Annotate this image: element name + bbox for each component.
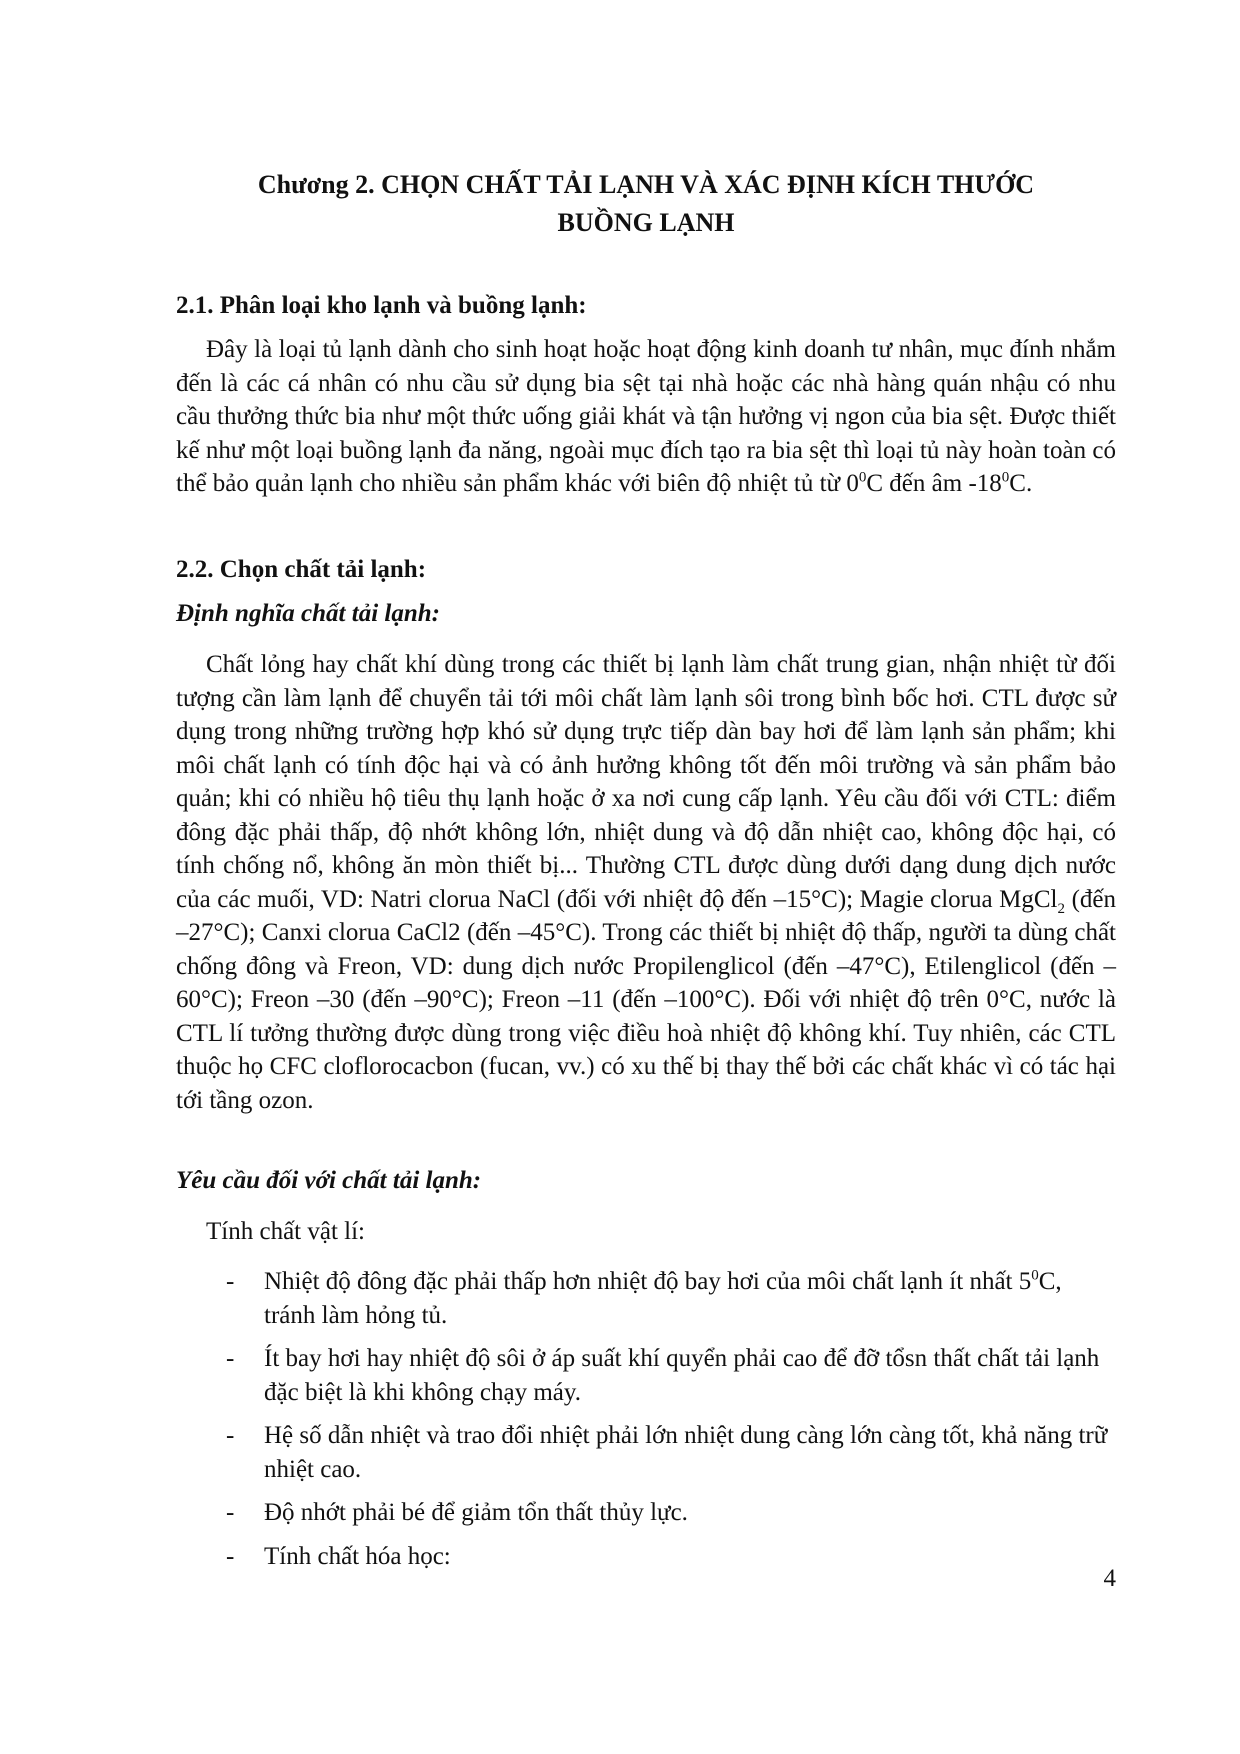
list-dash: - bbox=[226, 1268, 235, 1295]
definition-text-part-2: (đến –27°C); Canxi clorua CaCl2 (đến –45°C). Trong các thiết bị nhiệt độ thấp, người ta dùng chất chống đông và Freon, VD: dung dịch nước Propilenglicol (đến –47°C), Etilenglicol (đến –60°C); Freon –30 (đến –90°C); Freon –11 (đến –100°C). Đối với nhiệt độ trên 0°C, nước là CTL lí tưởng thường được dùng trong việc điều hoà nhiệt độ không khí. Tuy nhiên, các CTL thuộc họ CFC cloflorocacbon (fucan, vv.) có xu thế bị thay thế bởi các chất khác vì có tác hại tới tầng ozon. bbox=[176, 885, 1116, 1114]
list-item-text: Ít bay hơi hay nhiệt độ sôi ở áp suất khí quyển phải cao để đỡ tổsn thất chất tải lạnh đặc biệt là khi không chạy máy. bbox=[264, 1345, 1100, 1406]
list-item-text: Tính chất hóa học: bbox=[264, 1542, 451, 1570]
section-2-2-heading: 2.2. Chọn chất tải lạnh: bbox=[176, 556, 427, 583]
list-item bbox=[226, 1496, 1116, 1530]
chapter-title-line-1: Chương 2. CHỌN CHẤT TẢI LẠNH VÀ XÁC ĐỊNH KÍCH THƯỚC bbox=[257, 170, 1035, 199]
section-2-1-text-main: Đây là loại tủ lạnh dành cho sinh hoạt hoặc hoạt động kinh doanh tư nhân, mục đính nhắm đến là các cá nhân có nhu cầu sử dụng bia sệt tại nhà hoặc các nhà hàng quán nhậu có nhu cầu thưởng thức bia như một thức uống giải khát và tận hưởng vị ngon của bia sệt. Được thiết kế như một loại buồng lạnh đa năng, ngoài mục đích tạo ra bia sệt thì loại tủ này hoàn toàn có thể bảo quản lạnh cho nhiều sản phẩm khác với biên độ nhiệt tủ từ 0 bbox=[176, 336, 1116, 497]
list-item-text-end: C, tránh làm hỏng tủ. bbox=[264, 1268, 1062, 1329]
section-2-1-text-end: C. bbox=[1009, 470, 1033, 497]
list-item-text: Nhiệt độ đông đặc phải thấp hơn nhiệt độ bay hơi của môi chất lạnh ít nhất 5 bbox=[264, 1268, 1032, 1295]
list-dash: - bbox=[226, 1345, 235, 1372]
definition-heading: Định nghĩa chất tải lạnh: bbox=[176, 600, 440, 627]
section-2-1-text-mid: C đến âm -18 bbox=[866, 470, 1002, 497]
section-2-1-heading: 2.1. Phân loại kho lạnh và buồng lạnh: bbox=[176, 292, 587, 319]
list-item bbox=[226, 1265, 1116, 1332]
physical-properties-label: Tính chất vật lí: bbox=[206, 1218, 365, 1245]
list-item bbox=[226, 1342, 1116, 1409]
requirements-heading: Yêu cầu đối với chất tải lạnh: bbox=[176, 1167, 482, 1194]
section-2-1-paragraph bbox=[176, 333, 1116, 501]
definition-text-part-1: Chất lỏng hay chất khí dùng trong các thiết bị lạnh làm chất trung gian, nhận nhiệt từ đối tượng cần làm lạnh để chuyển tải tới môi chất làm lạnh sôi trong bình bốc hơi. CTL được sử dụng trong những trường hợp khó sử dụng trực tiếp dàn bay hơi để làm lạnh sản phẩm; khi môi chất lạnh có tính độc hại và có ảnh hưởng không tốt đến môi trường và sản phẩm bảo quản; khi có nhiều hộ tiêu thụ lạnh hoặc ở xa nơi cung cấp lạnh. Yêu cầu đối với CTL: điểm đông đặc phải thấp, độ nhớt không lớn, nhiệt dung và độ dẫn nhiệt cao, không độc hại, có tính chống nổ, không ăn mòn thiết bị... Thường CTL được dùng dưới dạng dung dịch nước của các muối, VD: Natri clorua NaCl (đối với nhiệt độ đến –15°C); Magie clorua MgCl bbox=[176, 651, 1116, 913]
requirements-list bbox=[226, 1265, 1116, 1573]
list-item-text: Hệ số dẫn nhiệt và trao đổi nhiệt phải lớn nhiệt dung càng lớn càng tốt, khả năng trữ nhiệt cao. bbox=[264, 1422, 1108, 1483]
list-item bbox=[226, 1419, 1116, 1486]
definition-paragraph bbox=[176, 648, 1116, 1117]
chapter-title-line-2: BUỒNG LẠNH bbox=[557, 208, 735, 237]
temperature-superscript-2: 0 bbox=[1001, 469, 1010, 486]
list-dash: - bbox=[226, 1422, 235, 1449]
list-dash: - bbox=[226, 1499, 235, 1526]
mgcl2-subscript: 2 bbox=[1057, 900, 1065, 917]
list-dash: - bbox=[226, 1542, 235, 1570]
chapter-title bbox=[176, 166, 1116, 242]
document-page bbox=[176, 0, 1116, 1754]
temperature-superscript: 0 bbox=[1031, 1267, 1039, 1284]
temperature-superscript-1: 0 bbox=[858, 469, 867, 486]
list-item-text: Độ nhớt phải bé để giảm tổn thất thủy lực. bbox=[264, 1499, 688, 1526]
page-number: 4 bbox=[1103, 1565, 1116, 1592]
